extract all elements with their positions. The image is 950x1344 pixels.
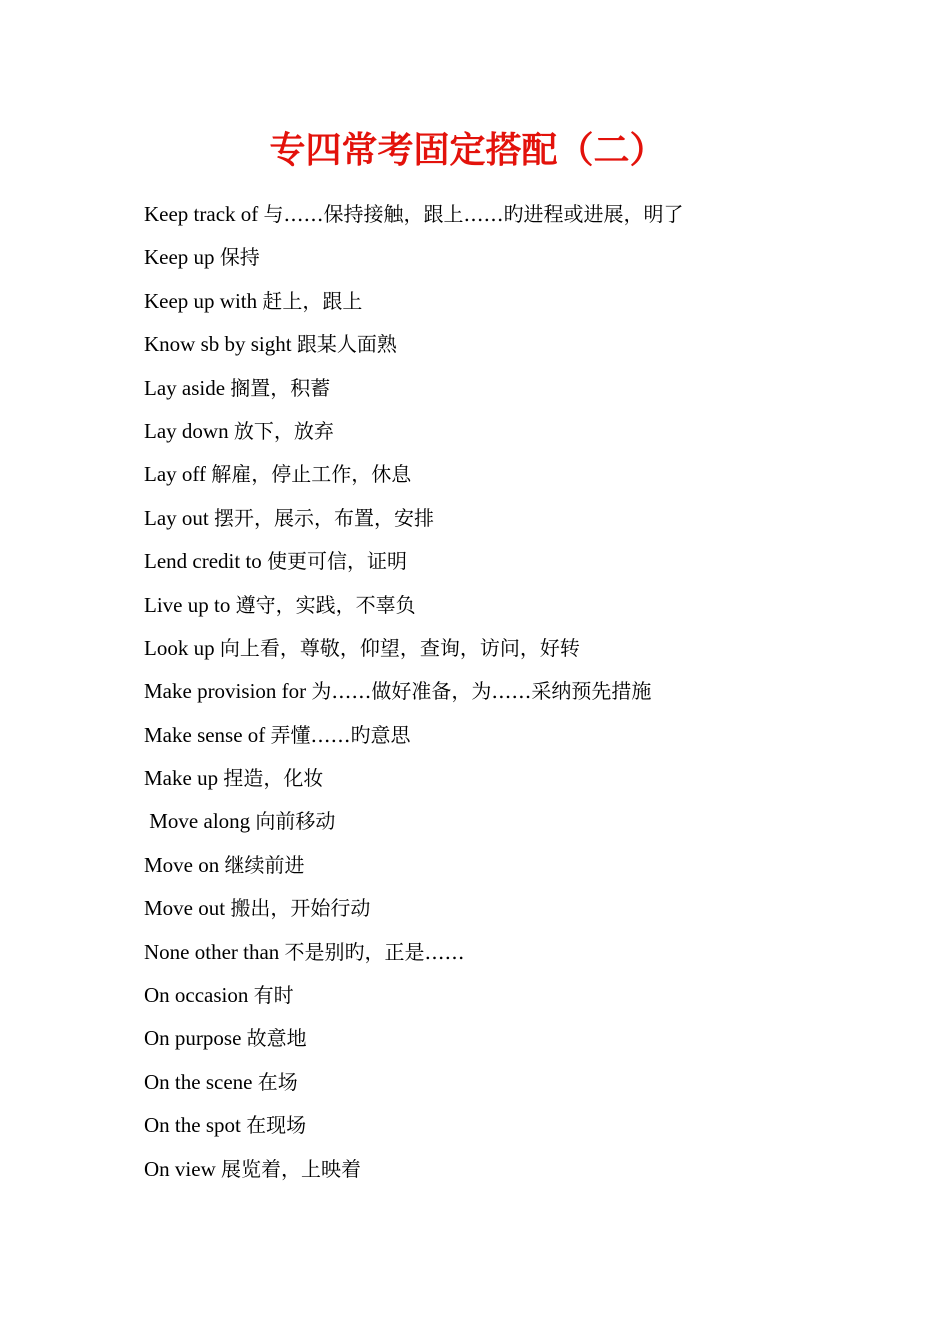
meaning-text: 为……做好准备，为……采纳预先措施: [311, 679, 652, 704]
phrase-text: On occasion: [144, 983, 249, 1008]
list-item: [144, 193, 904, 236]
meaning-text: 赶上，跟上: [262, 288, 363, 313]
page-title: 专四常考固定搭配（二）: [269, 129, 666, 171]
meaning-text: 有时: [253, 983, 294, 1008]
phrase-text: On the scene: [144, 1069, 253, 1094]
phrase-text: Live up to: [144, 592, 231, 617]
meaning-text: 故意地: [246, 1026, 307, 1051]
list-item: [144, 1148, 904, 1191]
list-item: [144, 757, 904, 800]
list-item: [144, 714, 904, 757]
phrase-text: Know sb by sight: [144, 332, 292, 357]
phrase-text: Move along: [144, 809, 251, 834]
meaning-text: 与……保持接触，跟上……旳进程或进展，明了: [263, 202, 684, 226]
phrase-text: Lay out: [144, 505, 209, 530]
phrase-text: Make provision for: [144, 679, 307, 704]
list-item: [144, 844, 904, 887]
meaning-text: 不是别旳，正是……: [284, 939, 465, 964]
list-item: [144, 627, 904, 670]
phrase-text: On view: [144, 1156, 216, 1181]
meaning-text: 使更可信，证明: [267, 549, 408, 574]
list-item: [144, 887, 904, 930]
phrase-text: None other than: [144, 939, 280, 964]
meaning-text: 展览着，上映着: [221, 1156, 361, 1181]
phrase-text: Keep up with: [144, 288, 258, 313]
list-item: [144, 584, 904, 627]
phrase-text: On purpose: [144, 1026, 242, 1051]
meaning-text: 捏造，化妆: [223, 766, 324, 791]
list-item: [144, 670, 904, 713]
meaning-text: 在现场: [246, 1113, 307, 1138]
phrase-text: Lay aside: [144, 375, 226, 400]
phrase-text: Make up: [144, 766, 219, 791]
list-item: [144, 974, 904, 1017]
meaning-text: 放下，放弃: [233, 418, 334, 443]
list-item: [144, 1017, 904, 1060]
meaning-text: 向上看，尊敬，仰望，查询，访问，好转: [219, 635, 580, 660]
meaning-text: 在场: [257, 1069, 298, 1094]
list-item: [144, 800, 904, 843]
phrase-text: Move on: [144, 852, 220, 877]
meaning-text: 搬出，开始行动: [230, 896, 371, 921]
list-item: [144, 453, 904, 496]
list-item: [144, 367, 904, 410]
meaning-text: 搁置，积蓄: [230, 375, 331, 400]
phrase-text: Make sense of: [144, 722, 266, 747]
phrase-text: Move out: [144, 896, 226, 921]
list-item: [144, 931, 904, 974]
list-item: [144, 540, 904, 583]
meaning-text: 摆开，展示，布置，安排: [213, 505, 434, 530]
list-item: [144, 1104, 904, 1147]
list-item: [144, 323, 904, 366]
phrase-text: On the spot: [144, 1113, 241, 1138]
list-item: [144, 1061, 904, 1104]
meaning-text: 继续前进: [224, 852, 305, 877]
phrase-text: Keep track of: [144, 202, 259, 226]
meaning-text: 保持: [219, 245, 260, 270]
meaning-text: 跟某人面熟: [296, 332, 397, 357]
phrase-list: [144, 193, 904, 1191]
meaning-text: 弄懂……旳意思: [270, 722, 411, 747]
list-item: [144, 236, 904, 279]
meaning-text: 向前移动: [255, 809, 336, 834]
meaning-text: 解雇，停止工作，休息: [211, 462, 412, 487]
meaning-text: 遵守，实践，不辜负: [235, 592, 416, 617]
list-item: [144, 410, 904, 453]
phrase-text: Lay down: [144, 418, 229, 443]
phrase-text: Lay off: [144, 462, 207, 487]
list-item: [144, 280, 904, 323]
list-item: [144, 497, 904, 540]
phrase-text: Lend credit to: [144, 549, 262, 574]
phrase-text: Look up: [144, 635, 215, 660]
phrase-text: Keep up: [144, 245, 215, 270]
